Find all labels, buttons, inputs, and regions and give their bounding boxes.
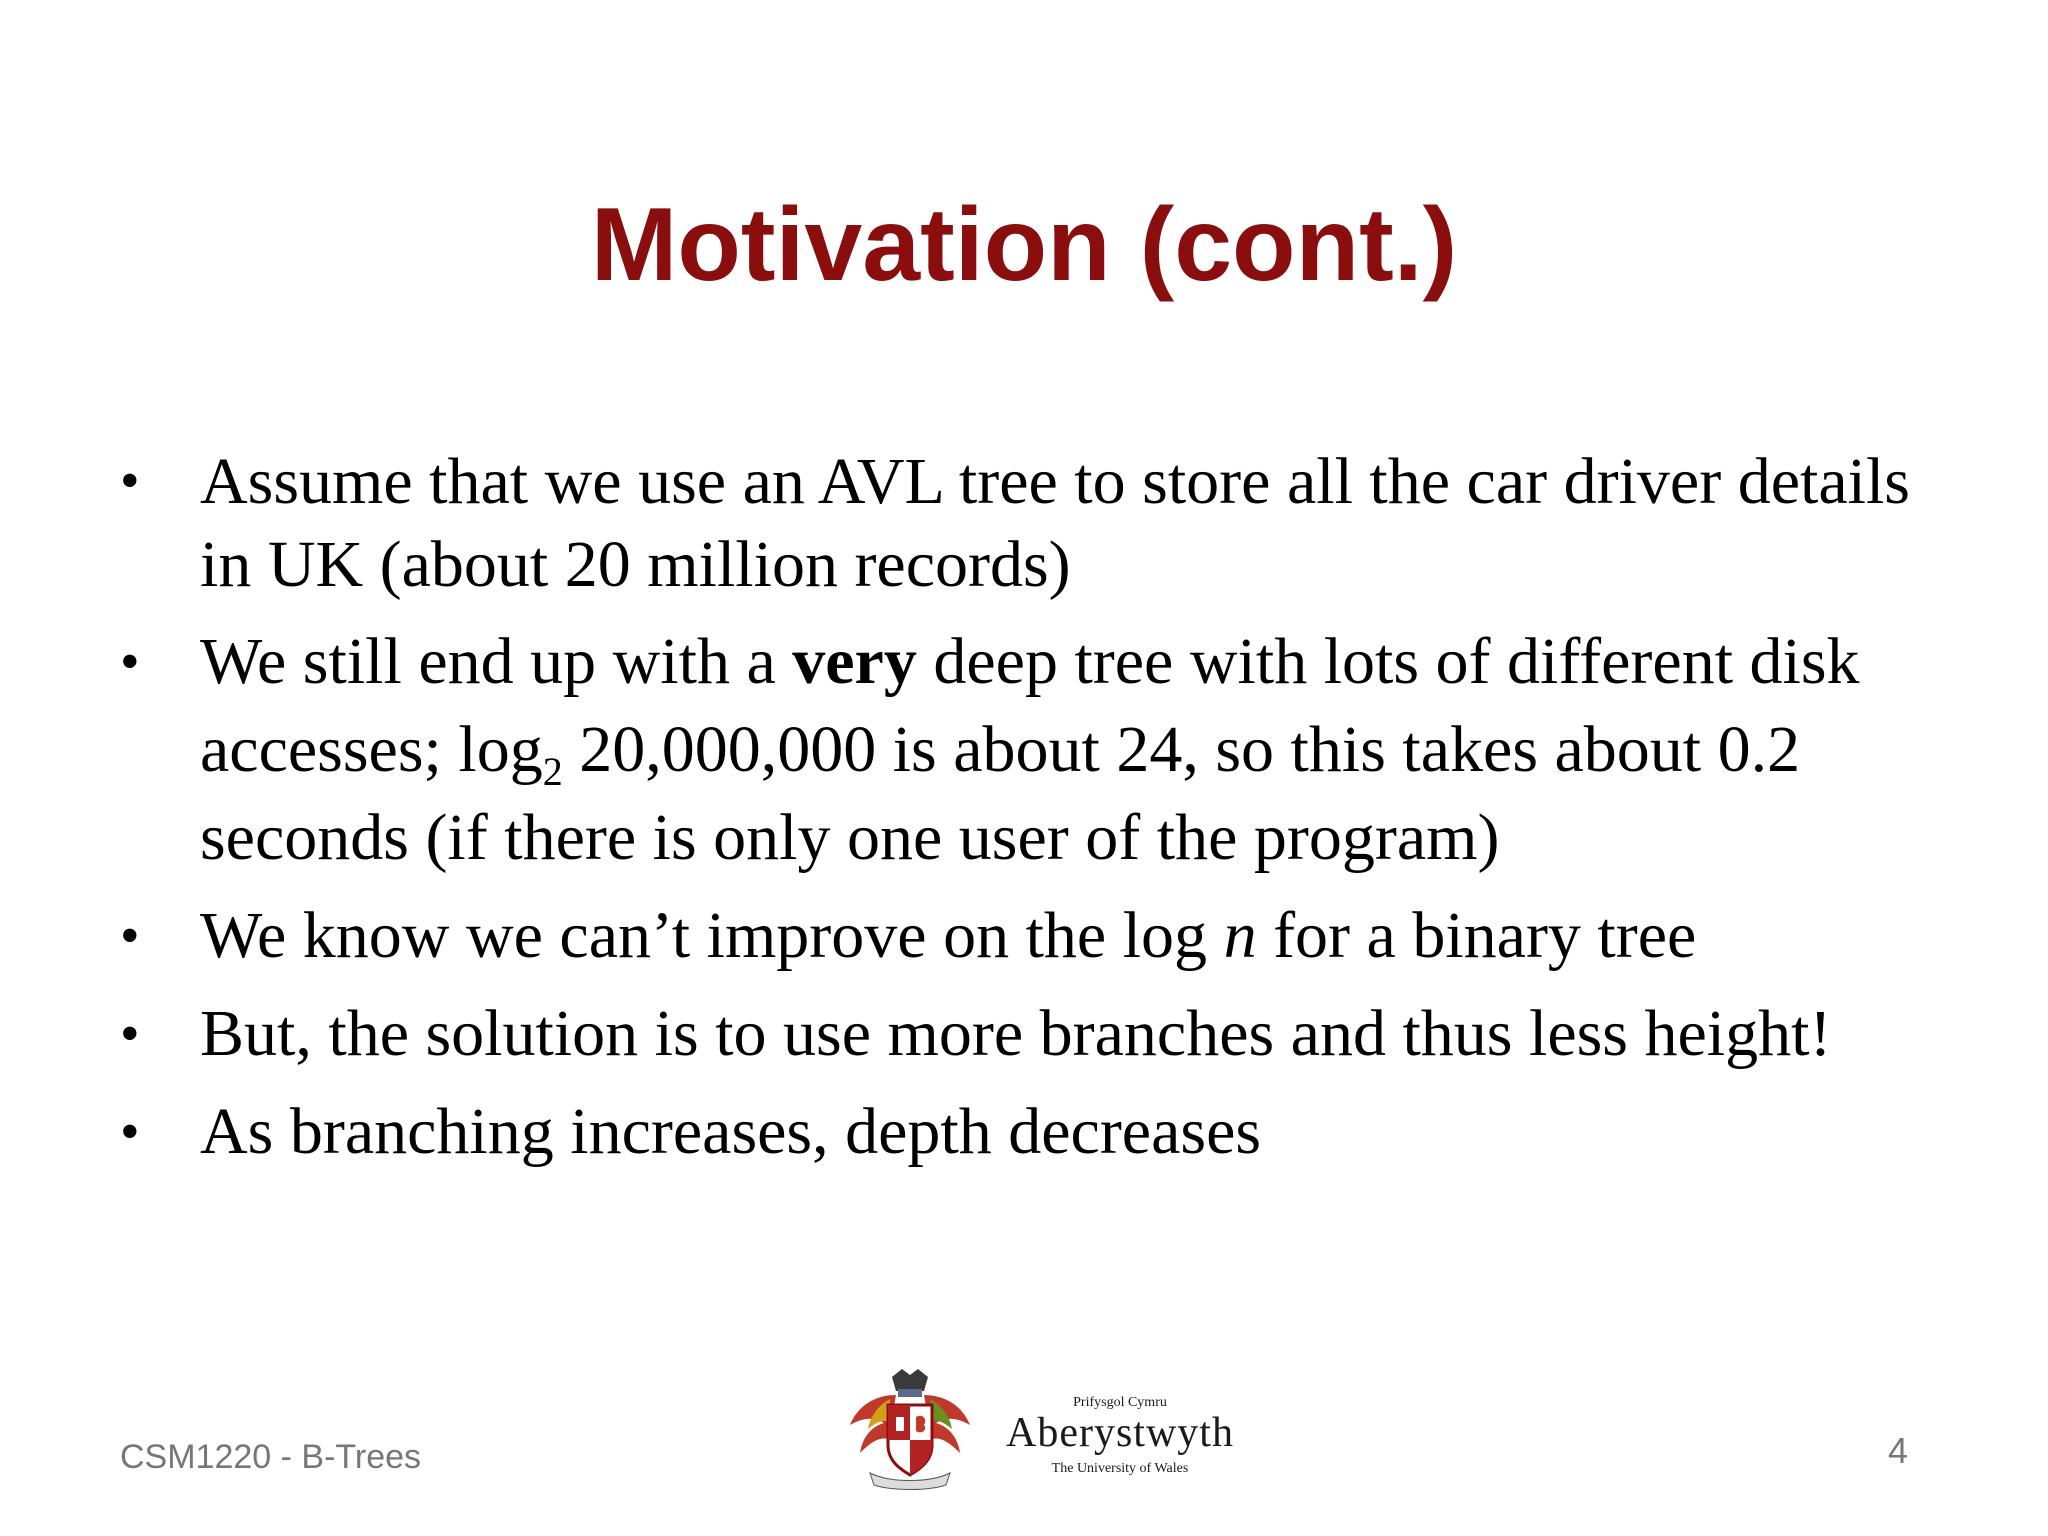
bullet-text: for a binary tree <box>1256 899 1697 972</box>
university-crest-icon <box>840 1365 980 1490</box>
bullet-item <box>120 990 1950 1078</box>
bullet-text: deep tree with lots of different disk accesses; log <box>200 625 1860 786</box>
bullet-item <box>120 618 1950 882</box>
bullet-list <box>120 440 1950 1176</box>
logo-name: Aberystwyth <box>1006 1410 1234 1456</box>
page-number: 4 <box>1887 1430 1908 1471</box>
bullet-text: Assume that we use an AVL tree to store all the car driver details in UK (about 20 million records) <box>200 445 1910 601</box>
bullet-text: 20,000,000 is about 24, so this takes about 0.2 seconds (if there is only one user of the program) <box>200 713 1801 874</box>
university-logo <box>1000 1395 1240 1477</box>
bullet-item <box>120 440 1950 606</box>
bullet-text: As branching increases, depth decreases <box>200 1095 1262 1168</box>
logo-bottom-line: The University of Wales <box>1051 1461 1189 1476</box>
footer-course: CSM1220 - B-Trees <box>120 1438 422 1476</box>
log-subscript: 2 <box>542 749 563 794</box>
emphasis-bold: very <box>792 625 917 698</box>
bullet-text: But, the solution is to use more branches and thus less height! <box>200 997 1832 1070</box>
bullet-item <box>120 892 1950 980</box>
bullet-item <box>120 1088 1950 1176</box>
bullet-text: We still end up with a <box>200 625 793 698</box>
bullet-text: We know we can’t improve on the log <box>200 899 1224 972</box>
logo-top-line: Prifysgol Cymru <box>1073 1395 1167 1410</box>
emphasis-italic: n <box>1223 899 1257 972</box>
slide-title: Motivation (cont.) <box>590 187 1458 303</box>
